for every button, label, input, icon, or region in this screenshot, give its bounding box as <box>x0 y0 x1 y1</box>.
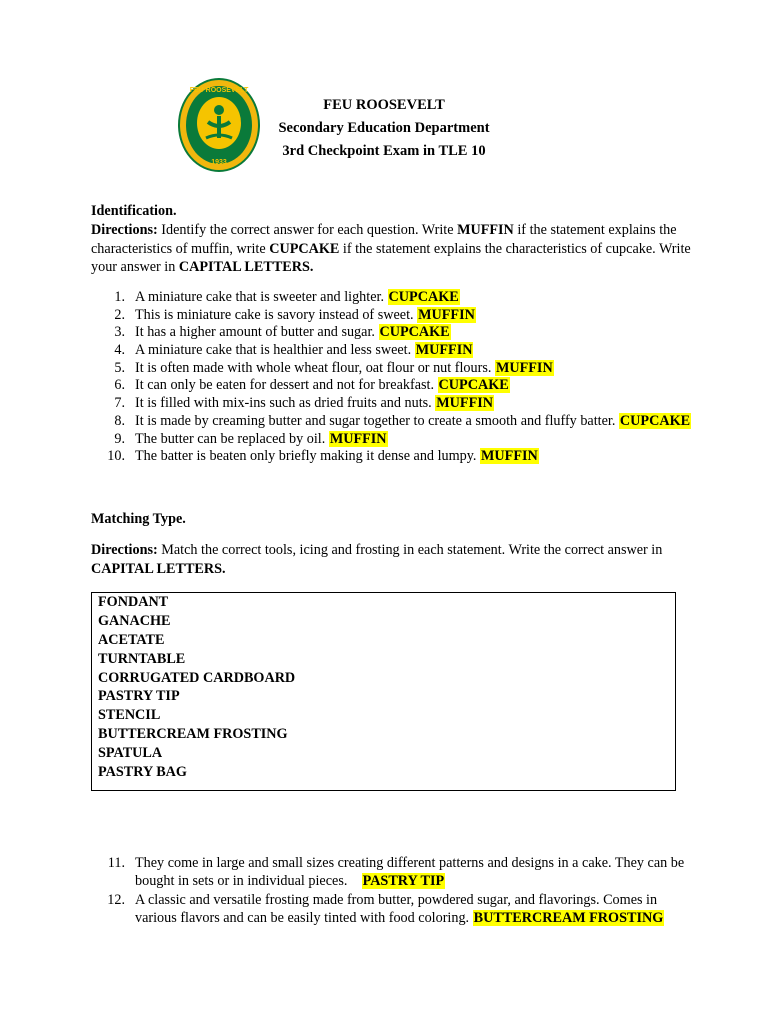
choices-box <box>91 592 676 791</box>
item-answer: MUFFIN <box>415 342 473 359</box>
choice-item: BUTTERCREAM FROSTING <box>98 726 288 743</box>
choice-item: PASTRY TIP <box>98 688 180 705</box>
item-number: 7. <box>114 395 125 412</box>
logo-year: 1933 <box>211 159 227 166</box>
matching-items <box>91 854 691 928</box>
item-text: This is miniature cake is savory instead of sweet. <box>135 306 418 323</box>
department-name: Secondary Education Department <box>278 120 490 136</box>
item-answer: MUFFIN <box>495 359 553 376</box>
identification-heading: Identification. <box>91 203 177 219</box>
list-item <box>91 342 691 360</box>
item-answer: CUPCAKE <box>619 412 691 429</box>
item-answer: MUFFIN <box>418 306 475 323</box>
list-item <box>91 395 691 413</box>
item-number: 9. <box>114 430 125 447</box>
choice-item: CORRUGATED CARDBOARD <box>98 669 296 686</box>
item-number: 4. <box>114 342 125 359</box>
item-text: A miniature cake that is healthier and less sweet. <box>135 342 415 359</box>
directions-label: Directions: <box>91 222 158 238</box>
item-number: 12. <box>107 892 125 909</box>
directions-cupcake: CUPCAKE <box>269 240 340 257</box>
item-number: 1. <box>114 289 125 305</box>
directions-text-3: if the statement explains the characteristics of cupcake. Write your answer in <box>91 240 691 275</box>
list-item <box>91 413 691 431</box>
item-answer: CUPCAKE <box>438 377 509 394</box>
directions-caps: CAPITAL LETTERS. <box>91 560 226 577</box>
directions-text: Match the correct tools, icing and frosting in each statement. Write the correct answer in <box>157 542 663 558</box>
item-text: It is often made with whole wheat flour, oat flour or nut flours. <box>135 359 495 376</box>
list-item <box>91 307 691 325</box>
school-name: FEU ROOSEVELT <box>323 97 445 113</box>
item-text: They come in large and small sizes creating different patterns and designs in a cake. They can be bought in sets or in individual pieces. <box>135 855 688 890</box>
choice-item: TURNTABLE <box>98 650 186 667</box>
matching-heading: Matching Type. <box>91 511 186 527</box>
list-item <box>91 289 691 307</box>
item-number: 3. <box>114 324 125 341</box>
choice-item: SPATULA <box>98 745 163 762</box>
item-answer: BUTTERCREAM FROSTING <box>473 910 664 927</box>
matching-directions <box>91 541 691 578</box>
choice-item: STENCIL <box>98 707 161 724</box>
item-number: 6. <box>114 377 125 394</box>
directions-muffin: MUFFIN <box>457 222 514 238</box>
choice-item: FONDANT <box>98 594 169 610</box>
identification-items <box>91 289 691 466</box>
list-item <box>91 377 691 395</box>
exam-title: 3rd Checkpoint Exam in TLE 10 <box>282 143 486 159</box>
item-number: 11. <box>107 855 125 871</box>
item-text: The butter can be replaced by oil. <box>135 430 329 447</box>
exam-header <box>230 94 538 163</box>
item-answer: CUPCAKE <box>379 324 450 341</box>
item-answer: CUPCAKE <box>388 289 459 305</box>
item-text: It is made by creaming butter and sugar together to create a smooth and fluffy batter. <box>135 412 619 429</box>
item-text: It is filled with mix-ins such as dried fruits and nuts. <box>135 395 436 412</box>
item-number: 2. <box>114 306 125 323</box>
list-item <box>91 431 691 449</box>
item-number: 10. <box>107 448 125 465</box>
logo-top-text: FEU ROOSEVELT <box>189 87 249 94</box>
identification-directions <box>91 221 691 277</box>
choice-item: PASTRY BAG <box>98 764 187 781</box>
item-text: It has a higher amount of butter and sugar. <box>135 324 379 341</box>
list-item <box>91 891 691 928</box>
list-item <box>91 360 691 378</box>
list-item <box>91 854 691 891</box>
directions-text-1: Identify the correct answer for each question. Write <box>157 222 458 238</box>
directions-caps: CAPITAL LETTERS. <box>178 259 314 275</box>
item-text: The batter is beaten only briefly making it dense and lumpy. <box>135 448 481 465</box>
list-item <box>91 448 691 466</box>
item-text: It can only be eaten for dessert and not for breakfast. <box>135 377 438 394</box>
choice-item: ACETATE <box>98 631 165 648</box>
item-answer: PASTRY TIP <box>362 873 445 890</box>
item-text: A classic and versatile frosting made from butter, powdered sugar, and flavorings. Comes in various flavors and can be easily tinted with food coloring. <box>135 892 658 927</box>
item-text: A miniature cake that is sweeter and lighter. <box>135 289 388 305</box>
choice-item: GANACHE <box>98 612 171 629</box>
item-answer: MUFFIN <box>481 448 538 465</box>
item-answer: MUFFIN <box>329 430 387 447</box>
item-number: 8. <box>114 412 125 429</box>
list-item <box>91 324 691 342</box>
directions-label: Directions: <box>91 542 158 558</box>
item-number: 5. <box>114 359 125 376</box>
directions-text-2: if the statement explains the characteristics of muffin, write <box>91 222 677 257</box>
item-answer: MUFFIN <box>436 395 494 412</box>
